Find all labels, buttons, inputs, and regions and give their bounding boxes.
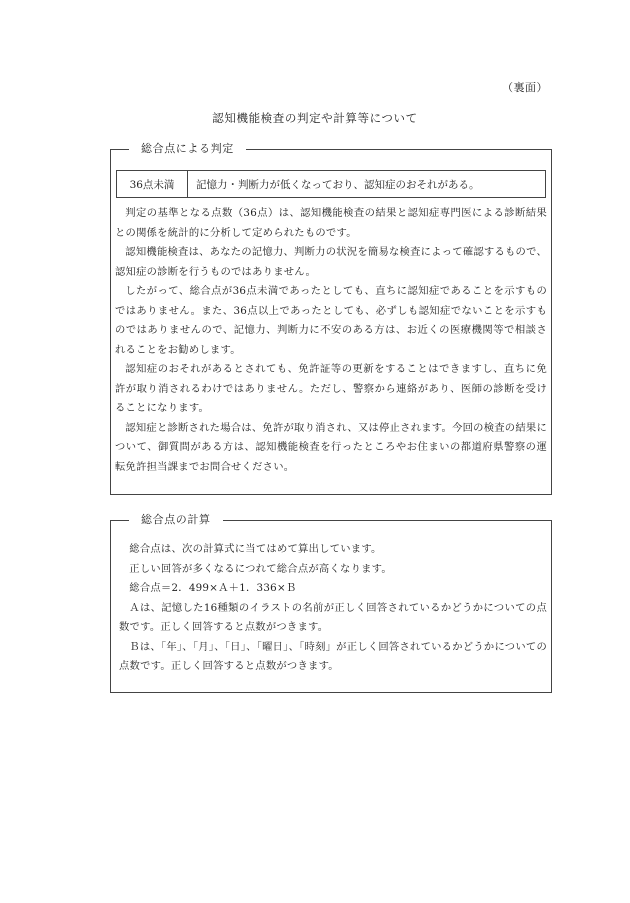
judgment-paragraph: したがって、総合点が36点未満であったとしても、直ちに認知症であることを示すものではありません。また、36点以上であったとしても、必ずしも認知症でないことを示すものではありませんので、記憶力、判断力に不安のある方は、お近くの医療機関等で相談されることをお勧めします。 <box>115 285 547 356</box>
judgment-section-label: 総合点による判定 <box>129 141 246 157</box>
verdict-table <box>116 170 546 198</box>
judgment-section <box>110 142 552 495</box>
judgment-paragraph: 判定の基準となる点数（36点）は、認知機能検査の結果と認知症専門医による診断結果との関係を統計的に分析して定められたものです。 <box>115 207 547 239</box>
verdict-score-cell: 36点未満 <box>117 171 188 197</box>
calculation-paragraph: Ａは、記憶した16種類のイラストの名前が正しく回答されているかどうかについての点数です。正しく回答すると点数がつきます。 <box>119 601 547 633</box>
page-side-label: （裏面） <box>502 81 548 94</box>
calculation-paragraph: 総合点は、次の計算式に当てはめて算出しています。 <box>129 543 382 555</box>
calculation-paragraph: 正しい回答が多くなるにつれて総合点が高くなります。 <box>129 562 392 575</box>
judgment-paragraph: 認知症と診断された場合は、免許が取り消され、又は停止されます。今回の検査の結果について、御質問がある方は、認知機能検査を行ったところやお住まいの都道府県警察の運転免許担当課までお問合せください。 <box>115 421 547 473</box>
judgment-body <box>115 204 547 477</box>
calculation-paragraph: Ｂは、「年」、「月」、「日」、「曜日」、「時刻」が正しく回答されているかどうかについての点数です。正しく回答すると点数がつきます。 <box>119 640 547 672</box>
calculation-section <box>110 513 552 693</box>
verdict-text-cell: 記憶力・判断力が低くなっており、認知症のおそれがある。 <box>196 178 480 191</box>
judgment-paragraph: 認知症のおそれがあるとされても、免許証等の更新をすることはできますし、直ちに免許が取り消されるわけではありません。ただし、警察から連絡があり、医師の診断を受けることになります。 <box>115 363 547 414</box>
document-title: 認知機能検査の判定や計算等について <box>212 111 418 125</box>
calculation-body <box>119 540 547 677</box>
judgment-paragraph: 認知機能検査は、あなたの記憶力、判断力の状況を簡易な検査によって確認するもので、認知症の診断を行うものではありません。 <box>115 246 547 278</box>
calculation-formula: 総合点＝2．499×Ａ＋1．336×Ｂ <box>129 582 297 594</box>
calculation-section-label: 総合点の計算 <box>129 512 223 528</box>
